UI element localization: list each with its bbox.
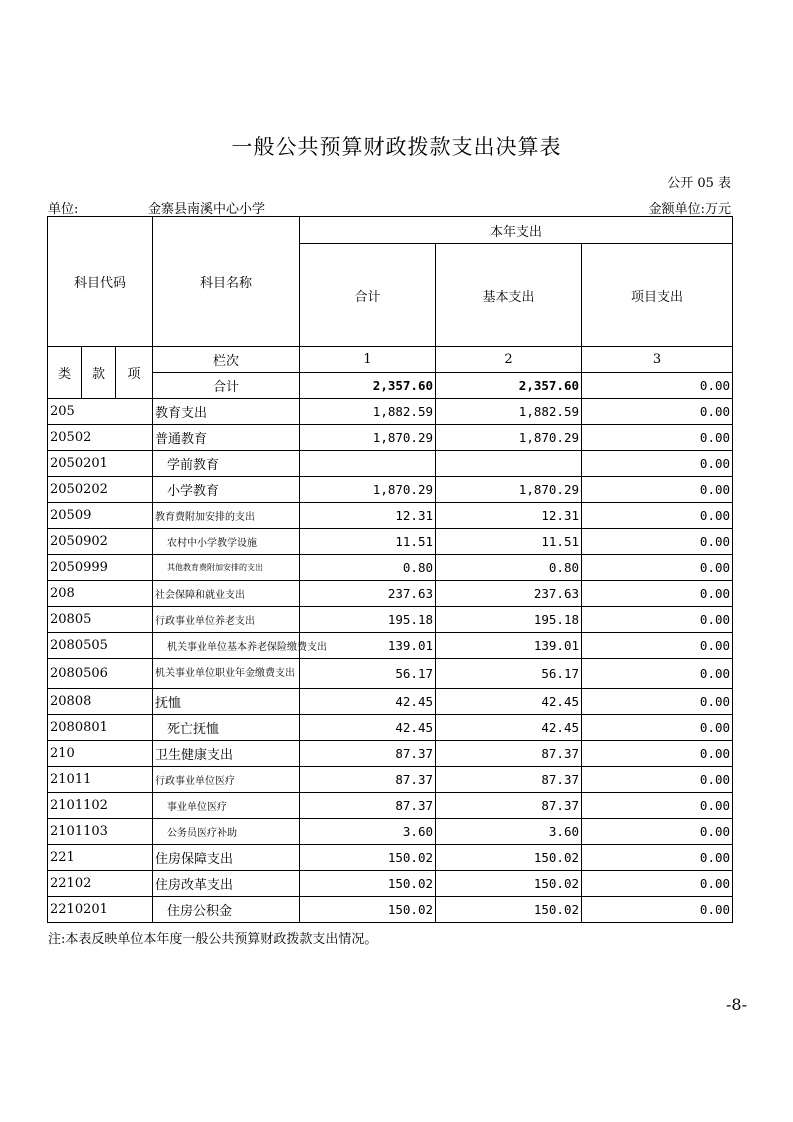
row-code: 2050999: [48, 555, 153, 581]
row-total: 12.31: [300, 503, 436, 529]
table-row: [48, 581, 733, 607]
row-basic: 237.63: [436, 581, 582, 607]
table-row: [48, 451, 733, 477]
row-total: 150.02: [300, 845, 436, 871]
row-basic: 150.02: [436, 897, 582, 923]
row-basic: 139.01: [436, 633, 582, 659]
table-row: [48, 555, 733, 581]
row-basic: 42.45: [436, 689, 582, 715]
row-total: 0.80: [300, 555, 436, 581]
row-code: 2101103: [48, 819, 153, 845]
table-row: [48, 689, 733, 715]
row-code: 20509: [48, 503, 153, 529]
sum-basic: 2,357.60: [436, 373, 582, 399]
row-project: 0.00: [582, 715, 733, 741]
row-name: 事业单位医疗: [153, 793, 300, 819]
row-basic: 12.31: [436, 503, 582, 529]
row-name: 教育支出: [153, 399, 300, 425]
row-basic: 1,870.29: [436, 477, 582, 503]
unit-name: 金寨县南溪中心小学: [148, 202, 266, 217]
row-basic: 195.18: [436, 607, 582, 633]
row-total: 150.02: [300, 897, 436, 923]
row-total: 237.63: [300, 581, 436, 607]
row-project: 0.00: [582, 399, 733, 425]
sum-total: 2,357.60: [300, 373, 436, 399]
row-total: 87.37: [300, 741, 436, 767]
row-total: 3.60: [300, 819, 436, 845]
row-name: 农村中小学教学设施: [153, 529, 300, 555]
row-name: 住房改革支出: [153, 871, 300, 897]
row-name: 公务员医疗补助: [153, 819, 300, 845]
row-total: 1,882.59: [300, 399, 436, 425]
row-name: 机关事业单位基本养老保险缴费支出: [153, 633, 300, 659]
row-name: 小学教育: [153, 477, 300, 503]
row-basic: 42.45: [436, 715, 582, 741]
table-number: 公开 05 表: [667, 176, 731, 191]
table-row: [48, 897, 733, 923]
row-total: [300, 451, 436, 477]
row-basic: 87.37: [436, 793, 582, 819]
header-project: 项目支出: [582, 244, 733, 347]
row-name: 死亡抚恤: [153, 715, 300, 741]
table-row: [48, 633, 733, 659]
row-project: 0.00: [582, 633, 733, 659]
row-total: 87.37: [300, 767, 436, 793]
row-project: 0.00: [582, 871, 733, 897]
table-row: [48, 767, 733, 793]
row-name: 社会保障和就业支出: [153, 581, 300, 607]
row-total: 1,870.29: [300, 425, 436, 451]
table-row: [48, 819, 733, 845]
table-row: [48, 845, 733, 871]
row-project: 0.00: [582, 503, 733, 529]
row-total: 87.37: [300, 793, 436, 819]
row-code: 2050202: [48, 477, 153, 503]
row-code: 2080801: [48, 715, 153, 741]
expenditure-table: [47, 216, 733, 923]
row-name: 普通教育: [153, 425, 300, 451]
row-basic: 3.60: [436, 819, 582, 845]
table-row: [48, 399, 733, 425]
row-code: 20808: [48, 689, 153, 715]
row-basic: 87.37: [436, 767, 582, 793]
row-name: 机关事业单位职业年金缴费支出: [153, 659, 300, 689]
header-current-year: 本年支出: [300, 217, 733, 244]
row-project: 0.00: [582, 659, 733, 689]
row-name: 学前教育: [153, 451, 300, 477]
row-basic: [436, 451, 582, 477]
row-code: 2080506: [48, 659, 153, 689]
row-code: 2050201: [48, 451, 153, 477]
table-row: [48, 659, 733, 689]
header-lei: 类: [48, 347, 82, 399]
row-basic: 1,870.29: [436, 425, 582, 451]
col-index-3: 3: [582, 347, 733, 373]
row-project: 0.00: [582, 529, 733, 555]
header-kuan: 款: [82, 347, 116, 399]
row-project: 0.00: [582, 767, 733, 793]
row-basic: 56.17: [436, 659, 582, 689]
row-basic: 87.37: [436, 741, 582, 767]
header-lanci: 栏次: [153, 347, 300, 373]
table-row: [48, 741, 733, 767]
header-basic: 基本支出: [436, 244, 582, 347]
table-row: [48, 529, 733, 555]
row-code: 2050902: [48, 529, 153, 555]
row-total: 150.02: [300, 871, 436, 897]
row-total: 42.45: [300, 715, 436, 741]
table-row: [48, 477, 733, 503]
table-row: [48, 793, 733, 819]
row-project: 0.00: [582, 555, 733, 581]
col-index-1: 1: [300, 347, 436, 373]
row-name: 抚恤: [153, 689, 300, 715]
row-project: 0.00: [582, 793, 733, 819]
row-project: 0.00: [582, 689, 733, 715]
sum-label: 合计: [153, 373, 300, 399]
row-basic: 11.51: [436, 529, 582, 555]
row-project: 0.00: [582, 477, 733, 503]
row-project: 0.00: [582, 845, 733, 871]
row-project: 0.00: [582, 819, 733, 845]
row-basic: 150.02: [436, 871, 582, 897]
row-project: 0.00: [582, 425, 733, 451]
table-row: [48, 607, 733, 633]
row-project: 0.00: [582, 741, 733, 767]
col-index-2: 2: [436, 347, 582, 373]
row-name: 行政事业单位医疗: [153, 767, 300, 793]
row-name: 教育费附加安排的支出: [153, 503, 300, 529]
row-code: 22102: [48, 871, 153, 897]
unit-label: 单位:: [48, 202, 79, 217]
row-name: 行政事业单位养老支出: [153, 607, 300, 633]
row-total: 139.01: [300, 633, 436, 659]
row-code: 2210201: [48, 897, 153, 923]
row-code: 21011: [48, 767, 153, 793]
row-project: 0.00: [582, 897, 733, 923]
row-basic: 1,882.59: [436, 399, 582, 425]
row-project: 0.00: [582, 581, 733, 607]
row-code: 221: [48, 845, 153, 871]
row-code: 2080505: [48, 633, 153, 659]
row-total: 1,870.29: [300, 477, 436, 503]
page-title: 一般公共预算财政拨款支出决算表: [231, 135, 562, 159]
row-total: 42.45: [300, 689, 436, 715]
table-row: [48, 871, 733, 897]
row-project: 0.00: [582, 607, 733, 633]
row-code: 210: [48, 741, 153, 767]
row-project: 0.00: [582, 451, 733, 477]
row-code: 205: [48, 399, 153, 425]
row-total: 56.17: [300, 659, 436, 689]
row-code: 20805: [48, 607, 153, 633]
row-basic: 0.80: [436, 555, 582, 581]
header-code: 科目代码: [48, 217, 153, 347]
row-code: 208: [48, 581, 153, 607]
row-name: 住房公积金: [153, 897, 300, 923]
row-name: 其他教育费附加安排的支出: [153, 555, 300, 581]
footnote: 注:本表反映单位本年度一般公共预算财政拨款支出情况。: [48, 932, 378, 947]
header-total: 合计: [300, 244, 436, 347]
row-code: 20502: [48, 425, 153, 451]
header-xiang: 项: [116, 347, 153, 399]
sum-project: 0.00: [582, 373, 733, 399]
row-name: 住房保障支出: [153, 845, 300, 871]
header-name: 科目名称: [153, 217, 300, 347]
row-basic: 150.02: [436, 845, 582, 871]
row-total: 195.18: [300, 607, 436, 633]
row-total: 11.51: [300, 529, 436, 555]
table-row: [48, 503, 733, 529]
table-row: [48, 425, 733, 451]
row-code: 2101102: [48, 793, 153, 819]
table-row: [48, 715, 733, 741]
amount-unit: 金额单位:万元: [648, 202, 731, 217]
row-name: 卫生健康支出: [153, 741, 300, 767]
page-number: -8-: [726, 995, 747, 1014]
